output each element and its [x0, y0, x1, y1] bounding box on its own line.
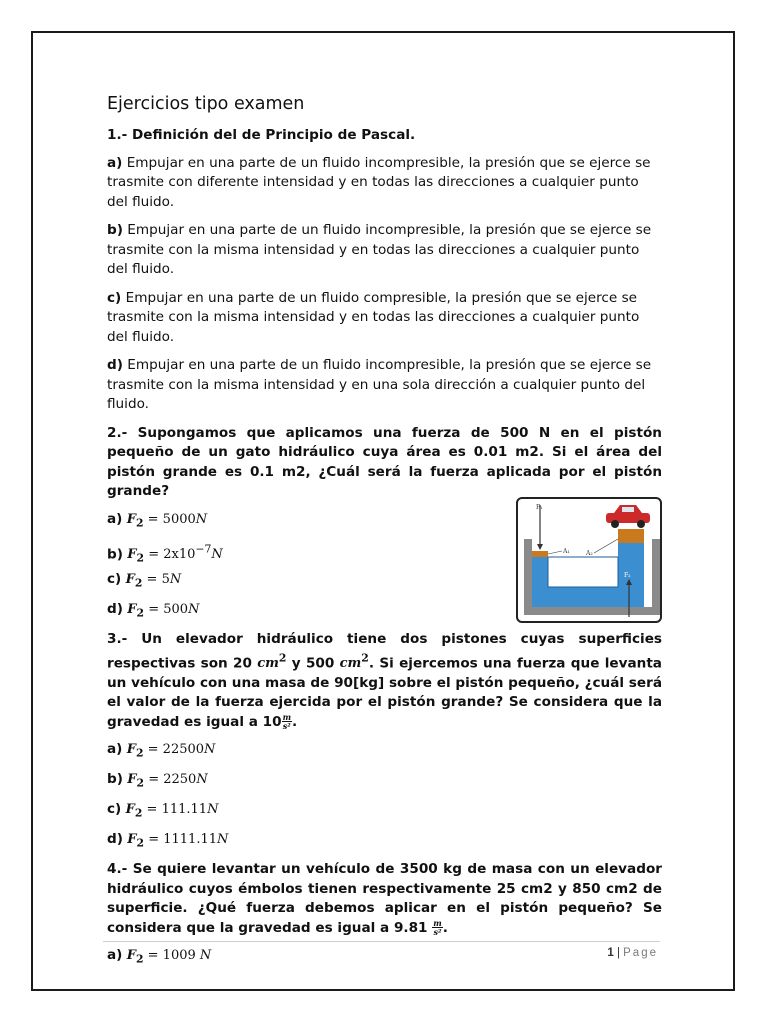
option-text: Empujar en una parte de un fluido compresible, la presión que se ejerce se trasmite con la misma intensidad y en todas las direcciones a cualquier punto del fluido. — [107, 289, 640, 345]
option-formula: $F_2 = 1111.11N$ — [127, 832, 229, 850]
question-3-heading: 3.- Un elevador hidráulico tiene dos pistones cuyas superficies respectivas son 20 $cm^2$ y 500 $cm^2$. Si ejercemos una fuerza que levanta un vehículo con una masa de 90[kg] sobre el pistón pequeño, ¿cuál será el valor de la fuerza ejercida por el pistón grande? Se considera que la gravedad es igual a 10 $\frac{m}{\text{s²}}$ . — [107, 630, 662, 732]
option-formula: $F_2 = 2x10^{-7}N$ — [127, 542, 223, 565]
option-label: b) — [107, 771, 123, 788]
option-formula: $F_2 = 22500N$ — [126, 742, 216, 760]
option-label: a) — [107, 510, 123, 527]
question-1 — [107, 126, 662, 415]
option-formula: $F_2 = 1009$ N — [126, 948, 212, 966]
option-label: c) — [107, 289, 122, 306]
car-icon — [606, 505, 650, 528]
option-formula: $F_2 = 500N$ — [127, 601, 200, 620]
option-label: b) — [107, 545, 123, 562]
label-f1: F₁ — [536, 503, 543, 511]
gravity-unit-fraction: $\frac{m}{\text{s²}}$ — [433, 918, 442, 938]
option-text: Empujar en una parte de un fluido incompresible, la presión que se ejerce se trasmite con la misma intensidad y en una sola dirección a cualquier punto del fluido. — [107, 357, 652, 412]
option-formula: $F_2 = 5000N$ — [126, 511, 208, 530]
label-a2: A₂ — [586, 549, 593, 557]
question-2-heading: 2.- Supongamos que aplicamos una fuerza de 500 N en el pistón pequeño de un gato hidráulico cuya área es 0.01 m2. Si el área del pistón grande es 0.1 m2, ¿Cuál será la fuerza aplicada por el pistón grande? — [107, 424, 662, 499]
option-formula: $F_2 = 5N$ — [125, 571, 182, 590]
small-piston — [532, 551, 548, 557]
option-text: Empujar en una parte de un fluido incompresible, la presión que se ejerce se trasmite con la misma intensidad y en todas las direcciones a cualquier punto del fluido. — [107, 222, 652, 277]
question-1-option-d — [107, 356, 662, 415]
hydraulic-press-figure — [516, 497, 662, 623]
question-3 — [107, 630, 662, 850]
question-1-option-b — [107, 221, 662, 280]
question-1-option-c — [107, 289, 662, 348]
page-number: 1 | Page — [607, 947, 658, 959]
option-formula: $F_2 = 2250N$ — [127, 772, 208, 790]
label-a1: A₁ — [563, 547, 570, 555]
option-label: a) — [107, 154, 123, 171]
option-label: c) — [107, 801, 122, 818]
hydraulic-press-diagram — [518, 499, 660, 621]
option-label: d) — [107, 831, 123, 848]
option-label: d) — [107, 357, 123, 373]
gravity-unit-fraction: $\frac{m}{\text{s²}}$ — [282, 712, 292, 732]
option-label: a) — [107, 741, 123, 758]
label-f2: F₂ — [624, 571, 631, 579]
inner-wall — [548, 557, 618, 587]
question-3-option-b — [107, 770, 662, 789]
question-2 — [107, 424, 662, 619]
question-1-option-a — [107, 154, 662, 213]
option-label: c) — [107, 570, 122, 587]
document-body — [107, 92, 662, 976]
option-label: d) — [107, 600, 123, 617]
option-text: Empujar en una parte de un fluido incompresible, la presión que se ejerce se trasmite con diferente intensidad y en todas las direcciones a cualquier punto del fluido. — [107, 154, 651, 210]
option-label: a) — [107, 947, 123, 964]
question-4 — [107, 860, 662, 965]
question-3-option-a — [107, 740, 662, 759]
option-label: b) — [107, 222, 123, 238]
question-1-heading: 1.- Definición del de Principio de Pascal. — [107, 127, 416, 143]
large-piston — [618, 529, 644, 543]
option-formula: $F_2 = 111.11N$ — [125, 802, 219, 820]
question-3-option-c — [107, 800, 662, 819]
question-3-option-d — [107, 830, 662, 849]
question-4-heading: 4.- Se quiere levantar un vehículo de 3500 kg de masa con un elevador hidráulico cuyos émbolos tienen respectivamente 25 cm2 y 850 cm2 de superficie. ¿Qué fuerza debemos aplicar en el pistón pequeño? Se considera que la gravedad es igual a 9.81 $\frac{m}{\text{s²}}$ . — [107, 861, 662, 938]
question-4-option-a — [107, 946, 662, 965]
document-title: Ejercicios tipo examen — [107, 94, 305, 114]
